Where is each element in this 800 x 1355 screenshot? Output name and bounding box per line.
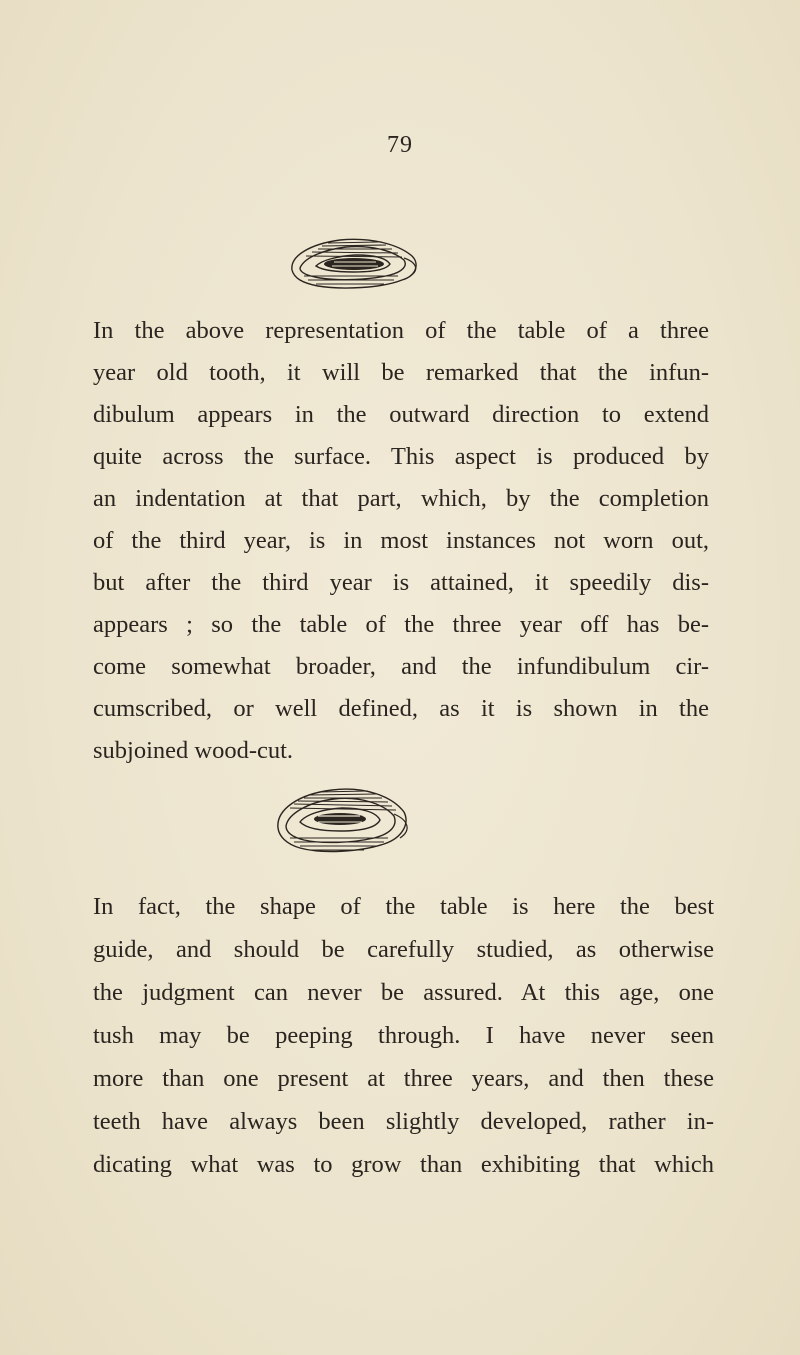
text-line: In the above representation of the table of a three (93, 317, 709, 344)
text-line: appears ; so the table of the three year off has be- (93, 611, 709, 638)
text-line: dibulum appears in the outward direction to extend (93, 401, 709, 428)
page-number: 79 (387, 132, 413, 158)
text-line: of the third year, is in most instances not worn out, (93, 527, 709, 554)
text-line: cumscribed, or well defined, as it is shown in the (93, 695, 709, 722)
text-line: subjoined wood-cut. (93, 737, 294, 764)
text-line: guide, and should be carefully studied, as otherwise (93, 936, 714, 963)
text-line: but after the third year is attained, it speedily dis- (93, 569, 709, 596)
text-line: tush may be peeping through. I have never seen (93, 1022, 714, 1049)
text-line: teeth have always been slightly developed, rather in- (93, 1108, 714, 1135)
tooth-table-three-year-off-icon (268, 782, 414, 862)
tooth-table-three-year-icon (282, 232, 422, 294)
text-line: year old tooth, it will be remarked that the infun- (93, 359, 709, 386)
text-line: come somewhat broader, and the infundibulum cir- (93, 653, 709, 680)
text-line: In fact, the shape of the table is here the best (93, 893, 714, 920)
text-line: an indentation at that part, which, by the completion (93, 485, 709, 512)
text-line: dicating what was to grow than exhibiting that which (93, 1151, 714, 1178)
text-line: more than one present at three years, and then these (93, 1065, 714, 1092)
text-line: quite across the surface. This aspect is produced by (93, 443, 709, 470)
text-line: the judgment can never be assured. At this age, one (93, 979, 714, 1006)
